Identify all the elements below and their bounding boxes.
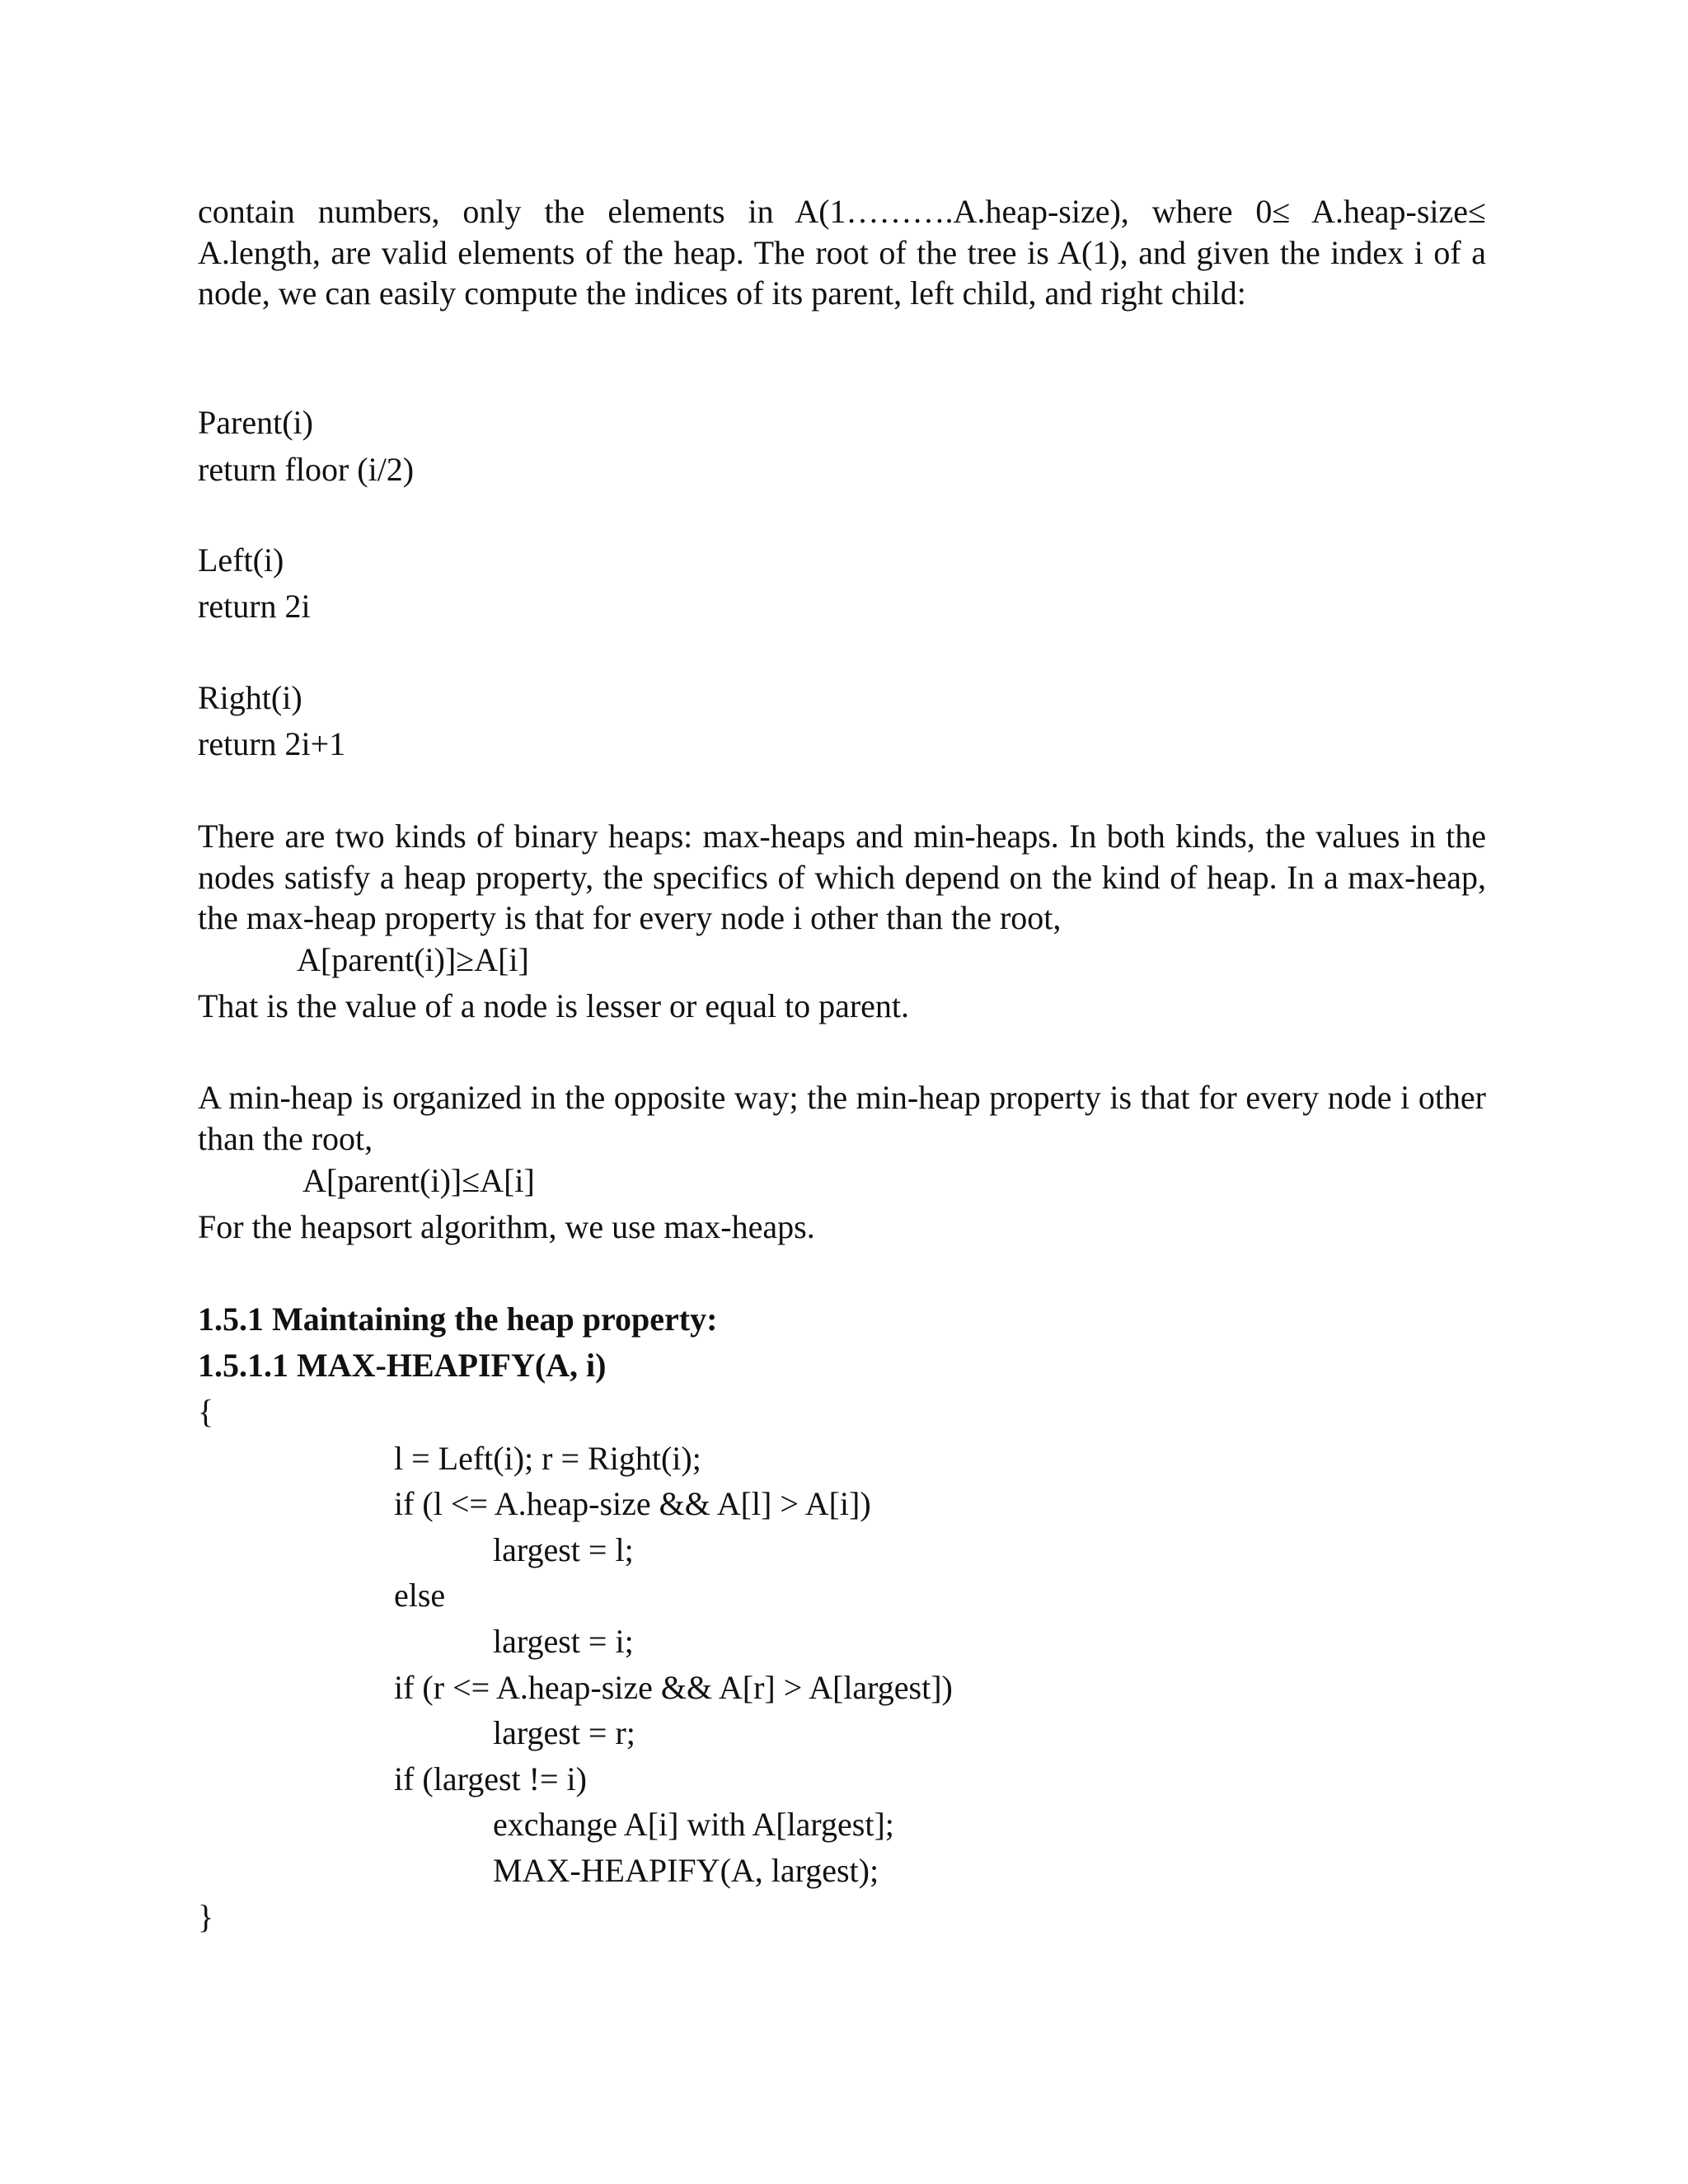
code-line-5: largest = i;: [493, 1623, 634, 1660]
code-line-9: exchange A[i] with A[largest];: [493, 1806, 894, 1843]
maxheap-formula: A[parent(i)]≥A[i]: [297, 941, 529, 978]
code-line-1: l = Left(i); r = Right(i);: [394, 1440, 701, 1477]
code-line-7: largest = r;: [493, 1714, 635, 1751]
subsection-heading: 1.5.1.1 MAX-HEAPIFY(A, i): [198, 1347, 607, 1384]
minheap-line-2: than the root,: [198, 1120, 373, 1157]
code-line-10: MAX-HEAPIFY(A, largest);: [493, 1852, 879, 1889]
intro-line-2: A.length, are valid elements of the heap. The root of the tree is A(1), and given the index i of a: [198, 234, 1486, 271]
minheap-explanation: For the heapsort algorithm, we use max-heaps.: [198, 1208, 815, 1245]
minheap-line-1: A min-heap is organized in the opposite way; the min-heap property is that for every node i other: [198, 1079, 1486, 1116]
right-function-return: return 2i+1: [198, 725, 346, 762]
maxheap-line-3: the max-heap property is that for every node i other than the root,: [198, 899, 1062, 936]
right-function-name: Right(i): [198, 679, 302, 716]
code-close-brace: }: [198, 1898, 214, 1935]
code-line-3: largest = l;: [493, 1531, 634, 1568]
code-line-4: else: [394, 1577, 446, 1614]
parent-function-name: Parent(i): [198, 404, 313, 441]
minheap-formula: A[parent(i)]≤A[i]: [302, 1162, 535, 1199]
maxheap-line-1: There are two kinds of binary heaps: max-heaps and min-heaps. In both kinds, the values in the: [198, 818, 1486, 855]
left-function-return: return 2i: [198, 588, 311, 625]
intro-line-3: node, we can easily compute the indices of its parent, left child, and right child:: [198, 274, 1246, 312]
section-heading: 1.5.1 Maintaining the heap property:: [198, 1301, 718, 1338]
code-line-2: if (l <= A.heap-size && A[l] > A[i]): [394, 1485, 871, 1522]
code-line-6: if (r <= A.heap-size && A[r] > A[largest]): [394, 1669, 953, 1706]
code-line-8: if (largest != i): [394, 1760, 587, 1797]
parent-function-return: return floor (i/2): [198, 451, 415, 488]
maxheap-line-2: nodes satisfy a heap property, the specifics of which depend on the kind of heap. In a max-heap,: [198, 859, 1486, 896]
left-function-name: Left(i): [198, 541, 284, 579]
code-open-brace: {: [198, 1393, 214, 1430]
maxheap-explanation: That is the value of a node is lesser or equal to parent.: [198, 987, 910, 1024]
intro-line-1: contain numbers, only the elements in A(1……….A.heap-size), where 0≤ A.heap-size≤: [198, 193, 1486, 230]
